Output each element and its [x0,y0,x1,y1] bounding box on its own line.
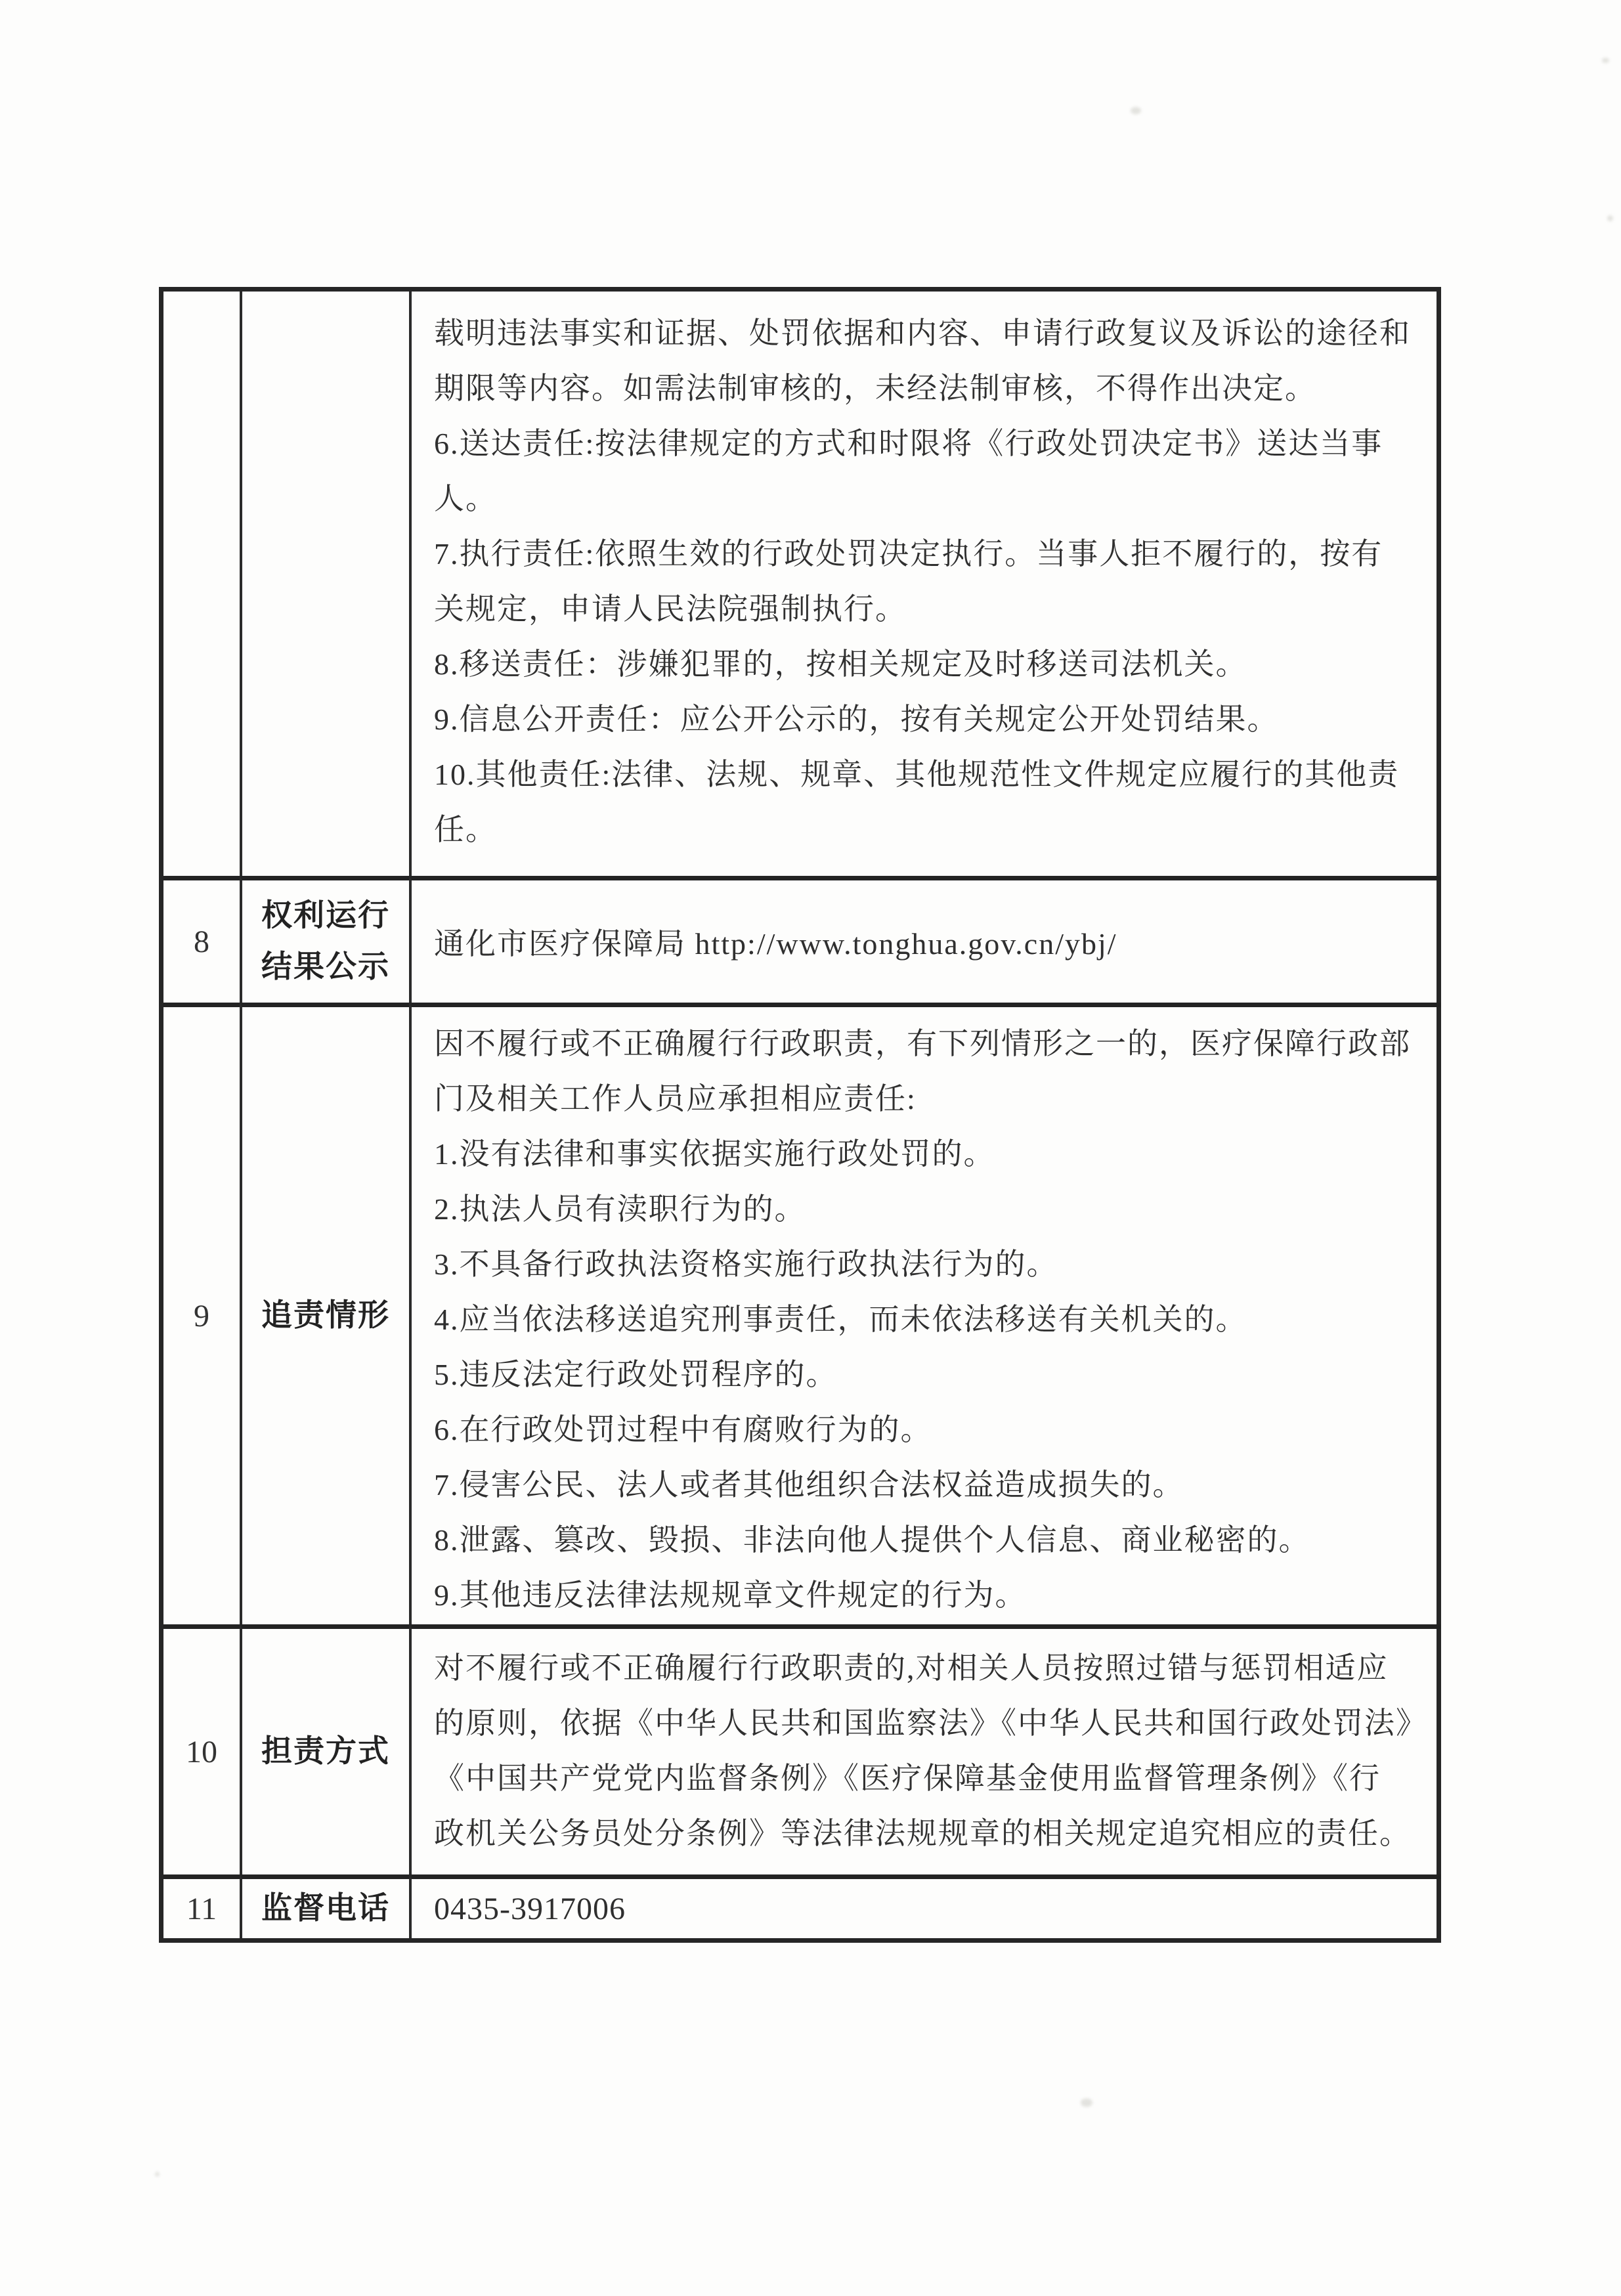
text-line: 《中国共产党党内监督条例》《医疗保障基金使用监督管理条例》《行 [434,1762,1381,1795]
text-line: 6.送达责任:按法律规定的方式和时限将《行政处罚决定书》送达当事 [434,427,1383,460]
scan-speck [1081,2098,1092,2107]
text-line: 6.在行政处罚过程中有腐败行为的。 [434,1413,932,1446]
text-line: 4.应当依法移送追究刑事责任，而未依法移送有关机关的。 [434,1303,1247,1336]
text-line: 7.执行责任:依照生效的行政处罚决定执行。当事人拒不履行的，按有 [434,537,1383,571]
text-line: 结果公示 [261,950,390,984]
row-number-cell-8: 8 [163,876,240,1003]
scan-speck [155,2172,160,2177]
row-label-cell-8 [240,876,409,1003]
text-line: 关规定，申请人民法院强制执行。 [434,592,907,626]
text-line: 10.其他责任:法律、法规、规章、其他规范性文件规定应履行的其他责 [434,758,1400,791]
row-number-cell-11: 11 [163,1874,240,1938]
text-line: 担责方式 [261,1735,390,1769]
scan-speck [1607,215,1613,221]
text-line: 9.其他违反法律法规规章文件规定的行为。 [434,1578,1027,1612]
row-content-cell-10 [409,1624,1441,1874]
text-line: 政机关公务员处分条例》等法律法规规章的相关规定追究相应的责任。 [434,1817,1411,1850]
text-line: 8.移送责任：涉嫌犯罪的，按相关规定及时移送司法机关。 [434,647,1247,681]
row-content-cell-9 [409,1003,1441,1624]
text-line: 的原则，依据《中华人民共和国监察法》《中华人民共和国行政处罚法》 [434,1706,1427,1740]
text-line: 对不履行或不正确履行行政职责的,对相关人员按照过错与惩罚相适应 [434,1651,1389,1685]
row-number-cell-continuation [163,292,240,876]
content-lines [434,1629,1437,1861]
text-line: 任。 [434,813,497,846]
text-line: 人。 [434,482,497,515]
supervision-phone-number: 0435-3917006 [434,1891,626,1926]
content-lines [434,292,1437,857]
text-line: 门及相关工作人员应承担相应责任: [434,1082,917,1116]
scan-speck [1602,58,1609,63]
text-line: 因不履行或不正确履行行政职责，有下列情形之一的，医疗保障行政部 [434,1027,1411,1060]
row-label-lines [261,1883,390,1934]
scan-speck [1131,107,1141,114]
text-line: 8.泄露、篡改、毁损、非法向他人提供个人信息、商业秘密的。 [434,1523,1310,1557]
row-content-cell-11 [409,1874,1441,1938]
row-label-lines [261,1726,390,1777]
row-label-cell-10 [240,1624,409,1874]
text-line: 3.不具备行政执法资格实施行政执法行为的。 [434,1247,1058,1281]
responsibility-table [159,287,1441,1943]
text-line: 5.违反法定行政处罚程序的。 [434,1358,838,1391]
text-line: 载明违法事实和证据、处罚依据和内容、申请行政复议及诉讼的途径和 [434,316,1411,350]
text-line: 7.侵害公民、法人或者其他组织合法权益造成损失的。 [434,1468,1184,1502]
row-label-lines [261,1290,390,1341]
text-line: 9.信息公开责任：应公开公示的，按有关规定公开处罚结果。 [434,703,1279,736]
row-label-cell-11 [240,1874,409,1938]
content-lines [434,1007,1437,1623]
text-line: 期限等内容。如需法制审核的，未经法制审核，不得作出决定。 [434,372,1316,405]
row-label-lines [261,890,390,993]
row-label-cell-continuation [240,292,409,876]
row-number-cell-9: 9 [163,1003,240,1624]
text-line: 2.执法人员有渎职行为的。 [434,1192,806,1226]
row-label-cell-9 [240,1003,409,1624]
row-content-cell-continuation [409,292,1441,876]
publicity-url-text: 通化市医疗保障局 http://www.tonghua.gov.cn/ybj/ [434,927,1117,961]
text-line: 监督电话 [261,1892,390,1926]
row-content-cell-8 [409,876,1441,1003]
text-line: 追责情形 [261,1299,390,1333]
text-line: 1.没有法律和事实依据实施行政处罚的。 [434,1137,995,1171]
row-number-cell-10: 10 [163,1624,240,1874]
text-line: 权利运行 [261,899,390,933]
